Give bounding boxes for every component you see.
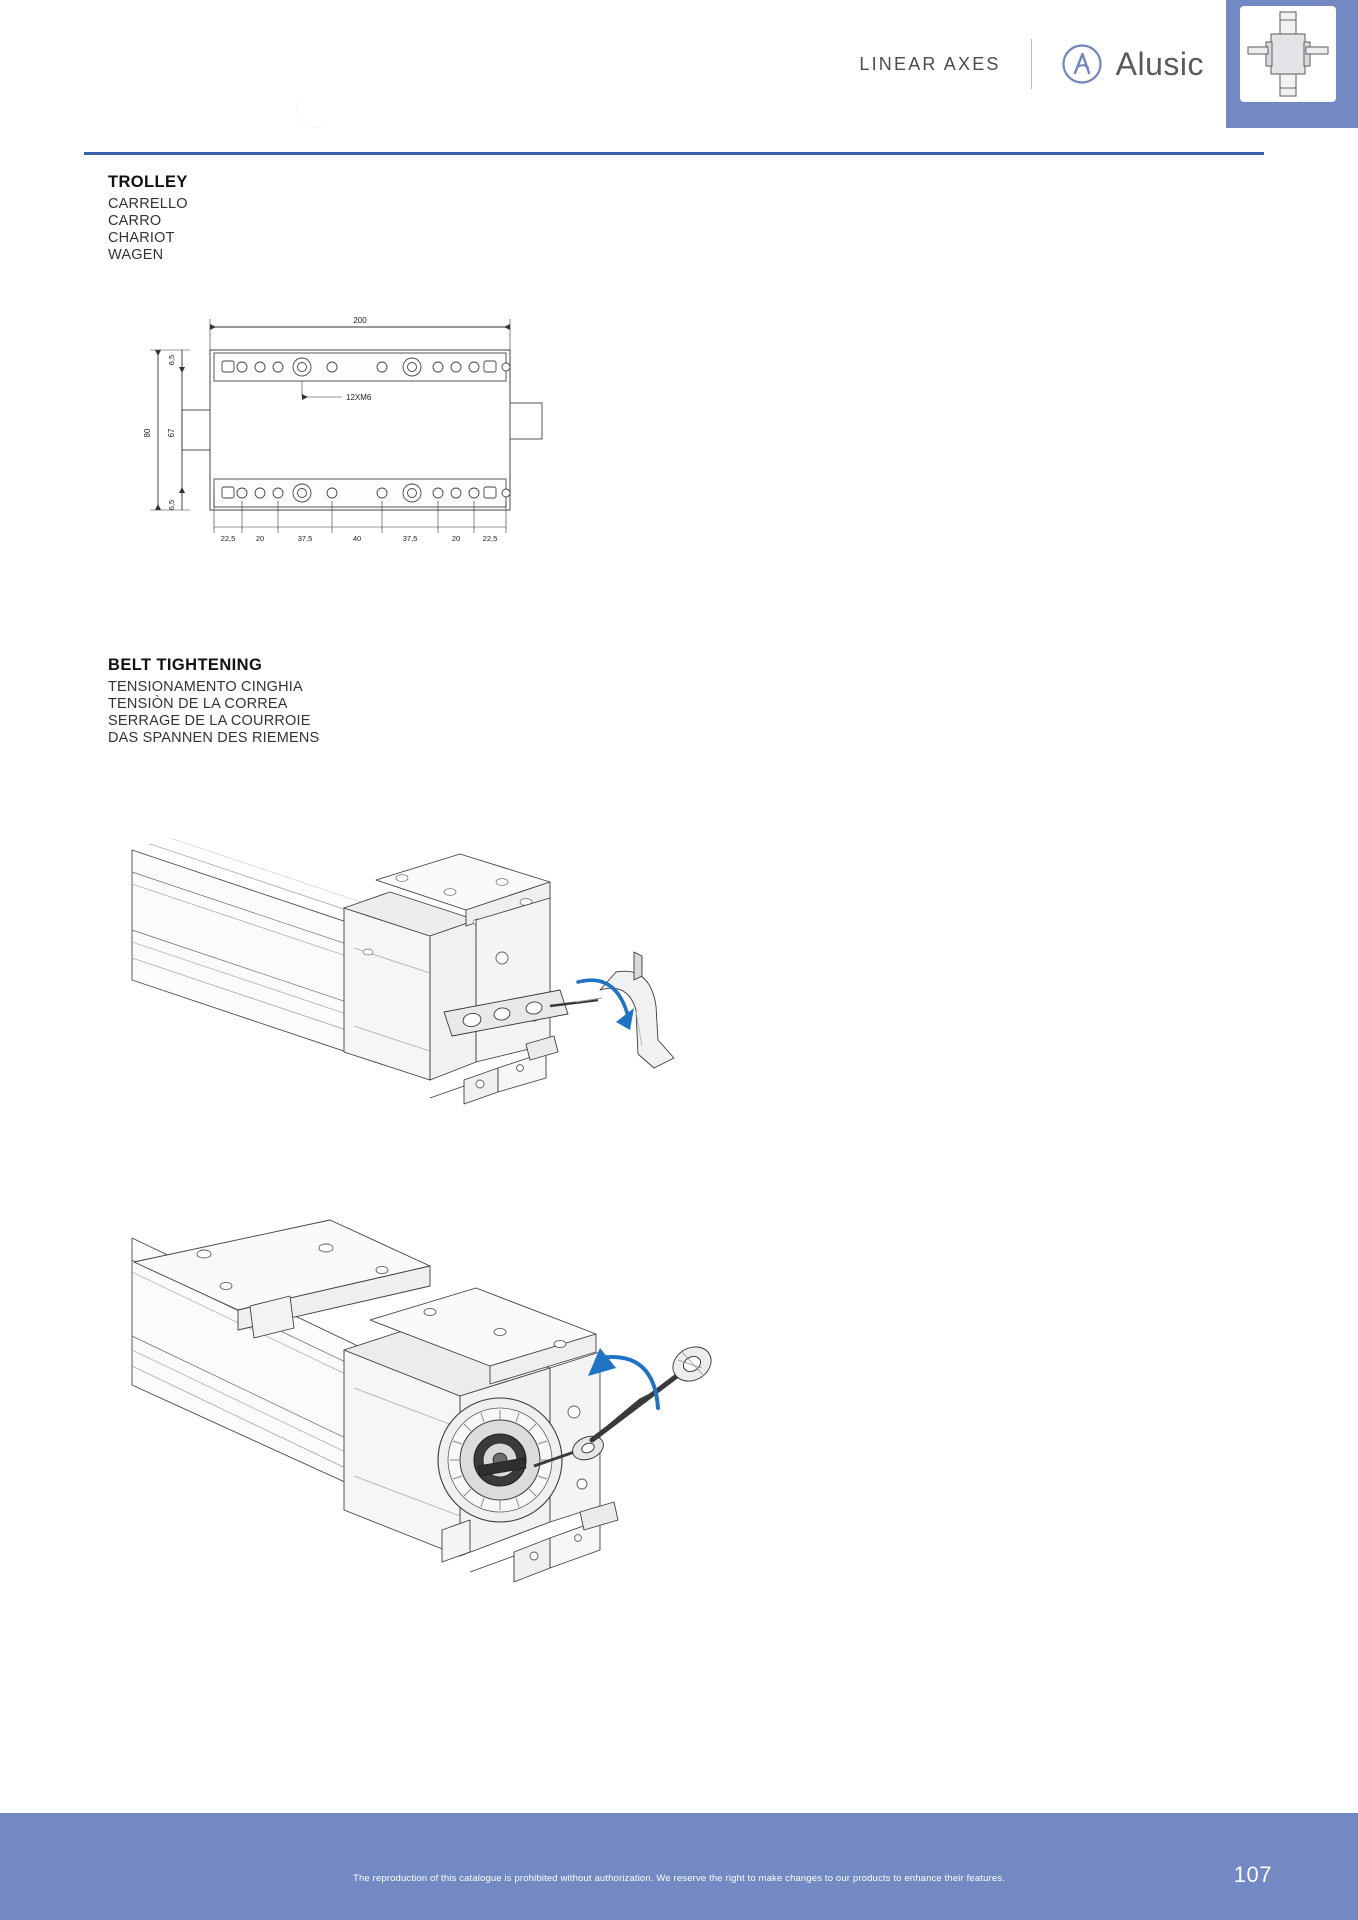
dim-chain-3: 37,5: [297, 534, 313, 543]
alusic-a-logo-icon: [1062, 44, 1102, 84]
dim-overall-height: 80: [143, 428, 152, 438]
dim-chain-6: 20: [451, 534, 461, 543]
belt-tightening-section: [108, 655, 319, 747]
page-footer: [0, 1813, 1358, 1920]
dim-overall-length: 200: [353, 316, 367, 325]
belt-tightening-step-1-illustration: [130, 830, 830, 1200]
page-header: [0, 0, 1358, 130]
trolley-translation-fr: CHARIOT: [108, 229, 175, 246]
trolley-translation-de: WAGEN: [108, 246, 164, 263]
footer-disclaimer: The reproduction of this catalogue is prohibited without authorization. We reserve the right to make changes to our products to enhance their features.: [353, 1873, 1005, 1884]
dim-edge-top: 6,5: [167, 354, 176, 366]
header-divider: [1031, 39, 1032, 89]
dim-hole-note: 12XM6: [346, 393, 372, 402]
brand-name: Alusic: [1115, 45, 1204, 82]
belt-heading: BELT TIGHTENING: [108, 656, 263, 674]
linear-axis-thumbnail-icon: [1240, 6, 1336, 102]
belt-tightening-step-2-illustration: [130, 1200, 830, 1630]
belt-translation-de: DAS SPANNEN DES RIEMENS: [108, 729, 320, 746]
dim-chain-5: 37,5: [402, 534, 418, 543]
page-number: 107: [1233, 1862, 1272, 1887]
dim-edge-bottom: 6,5: [167, 499, 176, 511]
dim-chain-2: 20: [255, 534, 265, 543]
header-rule: [84, 152, 1264, 155]
page-title: LINEAR AXES: [859, 53, 1001, 74]
trolley-section: [108, 172, 188, 264]
dim-chain-4: 40: [352, 534, 362, 543]
belt-translation-fr: SERRAGE DE LA COURROIE: [108, 712, 311, 729]
header-content: [296, 0, 1226, 128]
trolley-translation-es: CARRO: [108, 212, 162, 229]
brand-lockup: [1062, 44, 1204, 84]
dim-chain-1: 22,5: [220, 534, 236, 543]
dim-inner-height: 67: [167, 428, 176, 438]
belt-translation-it: TENSIONAMENTO CINGHIA: [108, 678, 303, 695]
belt-translation-es: TENSIÒN DE LA CORREA: [108, 695, 288, 712]
trolley-heading: TROLLEY: [108, 173, 188, 191]
dim-chain-7: 22,5: [482, 534, 498, 543]
trolley-translation-it: CARRELLO: [108, 195, 188, 212]
trolley-technical-drawing: [110, 305, 650, 555]
